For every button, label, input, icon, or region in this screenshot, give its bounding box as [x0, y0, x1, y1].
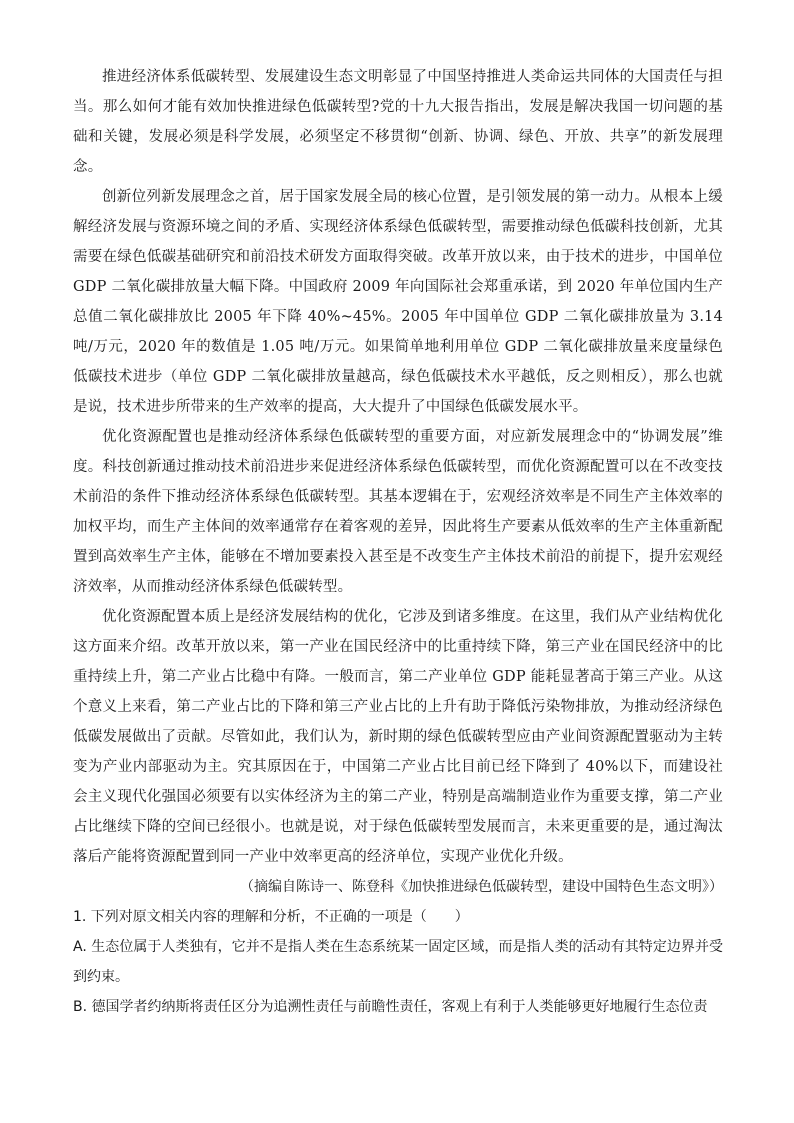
article-paragraph-2: 创新位列新发展理念之首，居于国家发展全局的核心位置，是引领发展的第一动力。从根本上缓解经济发展与资源环境之间的矛盾、实现经济体系绿色低碳转型，需要推动绿色低碳科技创新，尤其需要在绿色低碳基础研究和前沿技术研发方面取得突破。改革开放以来，由于技术的进步，中国单位 GDP 二氧化碳排放量大幅下降。中国政府 2009 年向国际社会郑重承诺，到 2020 年单位国内生产总值二氧化碳排放比 2005 年下降 40%~45%。2005 年中国单位 GDP 二氧化碳排放量为 3.14 吨/万元，2020 年的数值是 1.05 吨/万元。如果简单地利用单位 GDP 二氧化碳排放量来度量绿色低碳技术进步（单位 GDP 二氧化碳排放量越高，绿色低碳技术水平越低，反之则相反），那么也就是说，技术进步所带来的生产效率的提高，大大提升了中国绿色低碳发展水平。: [73, 189, 723, 415]
article-paragraph-3: 优化资源配置也是推动经济体系绿色低碳转型的重要方面，对应新发展理念中的“协调发展”维度。科技创新通过推动技术前沿进步来促进经济体系绿色低碳转型，而优化资源配置可以在不改变技术前沿的条件下推动经济体系绿色低碳转型。其基本逻辑在于，宏观经济效率是不同生产主体效率的加权平均，而生产主体间的效率通常存在着客观的差异，因此将生产要素从低效率的生产主体重新配置到高效率生产主体，能够在不增加要素投入甚至是不改变生产主体技术前沿的前提下，提升宏观经济效率，从而推动经济体系绿色低碳转型。: [73, 429, 723, 595]
article-paragraph-4: 优化资源配置本质上是经济发展结构的优化，它涉及到诸多维度。在这里，我们从产业结构优化这方面来介绍。改革开放以来，第一产业在国民经济中的比重持续下降，第三产业在国民经济中的比重持续上升，第二产业占比稳中有降。一般而言，第二产业单位 GDP 能耗显著高于第三产业。从这个意义上来看，第二产业占比的下降和第三产业占比的上升有助于降低污染物排放，为推动经济绿色低碳发展做出了贡献。尽管如此，我们认为，新时期的绿色低碳转型应由产业间资源配置驱动为主转变为产业内部驱动为主。究其原因在于，中国第二产业占比目前已经下降到了 40%以下，而建设社会主义现代化强国必须要有以实体经济为主的第二产业，特别是高端制造业作为重要支撑，第二产业占比继续下降的空间已经很小。也就是说，对于绿色低碳转型发展而言，未来更重要的是，通过淘汰落后产能将资源配置到同一产业中效率更高的经济单位，实现产业优化升级。: [73, 609, 723, 865]
question-option-a: A. 生态位属于人类独有，它并不是指人类在生态系统某一固定区域，而是指人类的活动有其特定边界并受到约束。: [73, 939, 723, 985]
question-option-b: B. 德国学者约纳斯将责任区分为追溯性责任与前瞻性责任，客观上有利于人类能够更好地履行生态位责: [73, 999, 708, 1015]
article-paragraph-1: 推进经济体系低碳转型、发展建设生态文明彰显了中国坚持推进人类命运共同体的大国责任与担当。那么如何才能有效加快推进绿色低碳转型?党的十九大报告指出，发展是解决我国一切问题的基础和关键，发展必须是科学发展，必须坚定不移贯彻“创新、协调、绿色、开放、共享”的新发展理念。: [73, 69, 723, 175]
article-source: （摘编自陈诗一、陈登科《加快推进绿色低碳转型，建设中国特色生态文明》）: [240, 879, 723, 895]
question-stem: 1. 下列对原文相关内容的理解和分析，不正确的一项是（ ）: [73, 909, 469, 925]
document-page: [73, 62, 723, 1022]
